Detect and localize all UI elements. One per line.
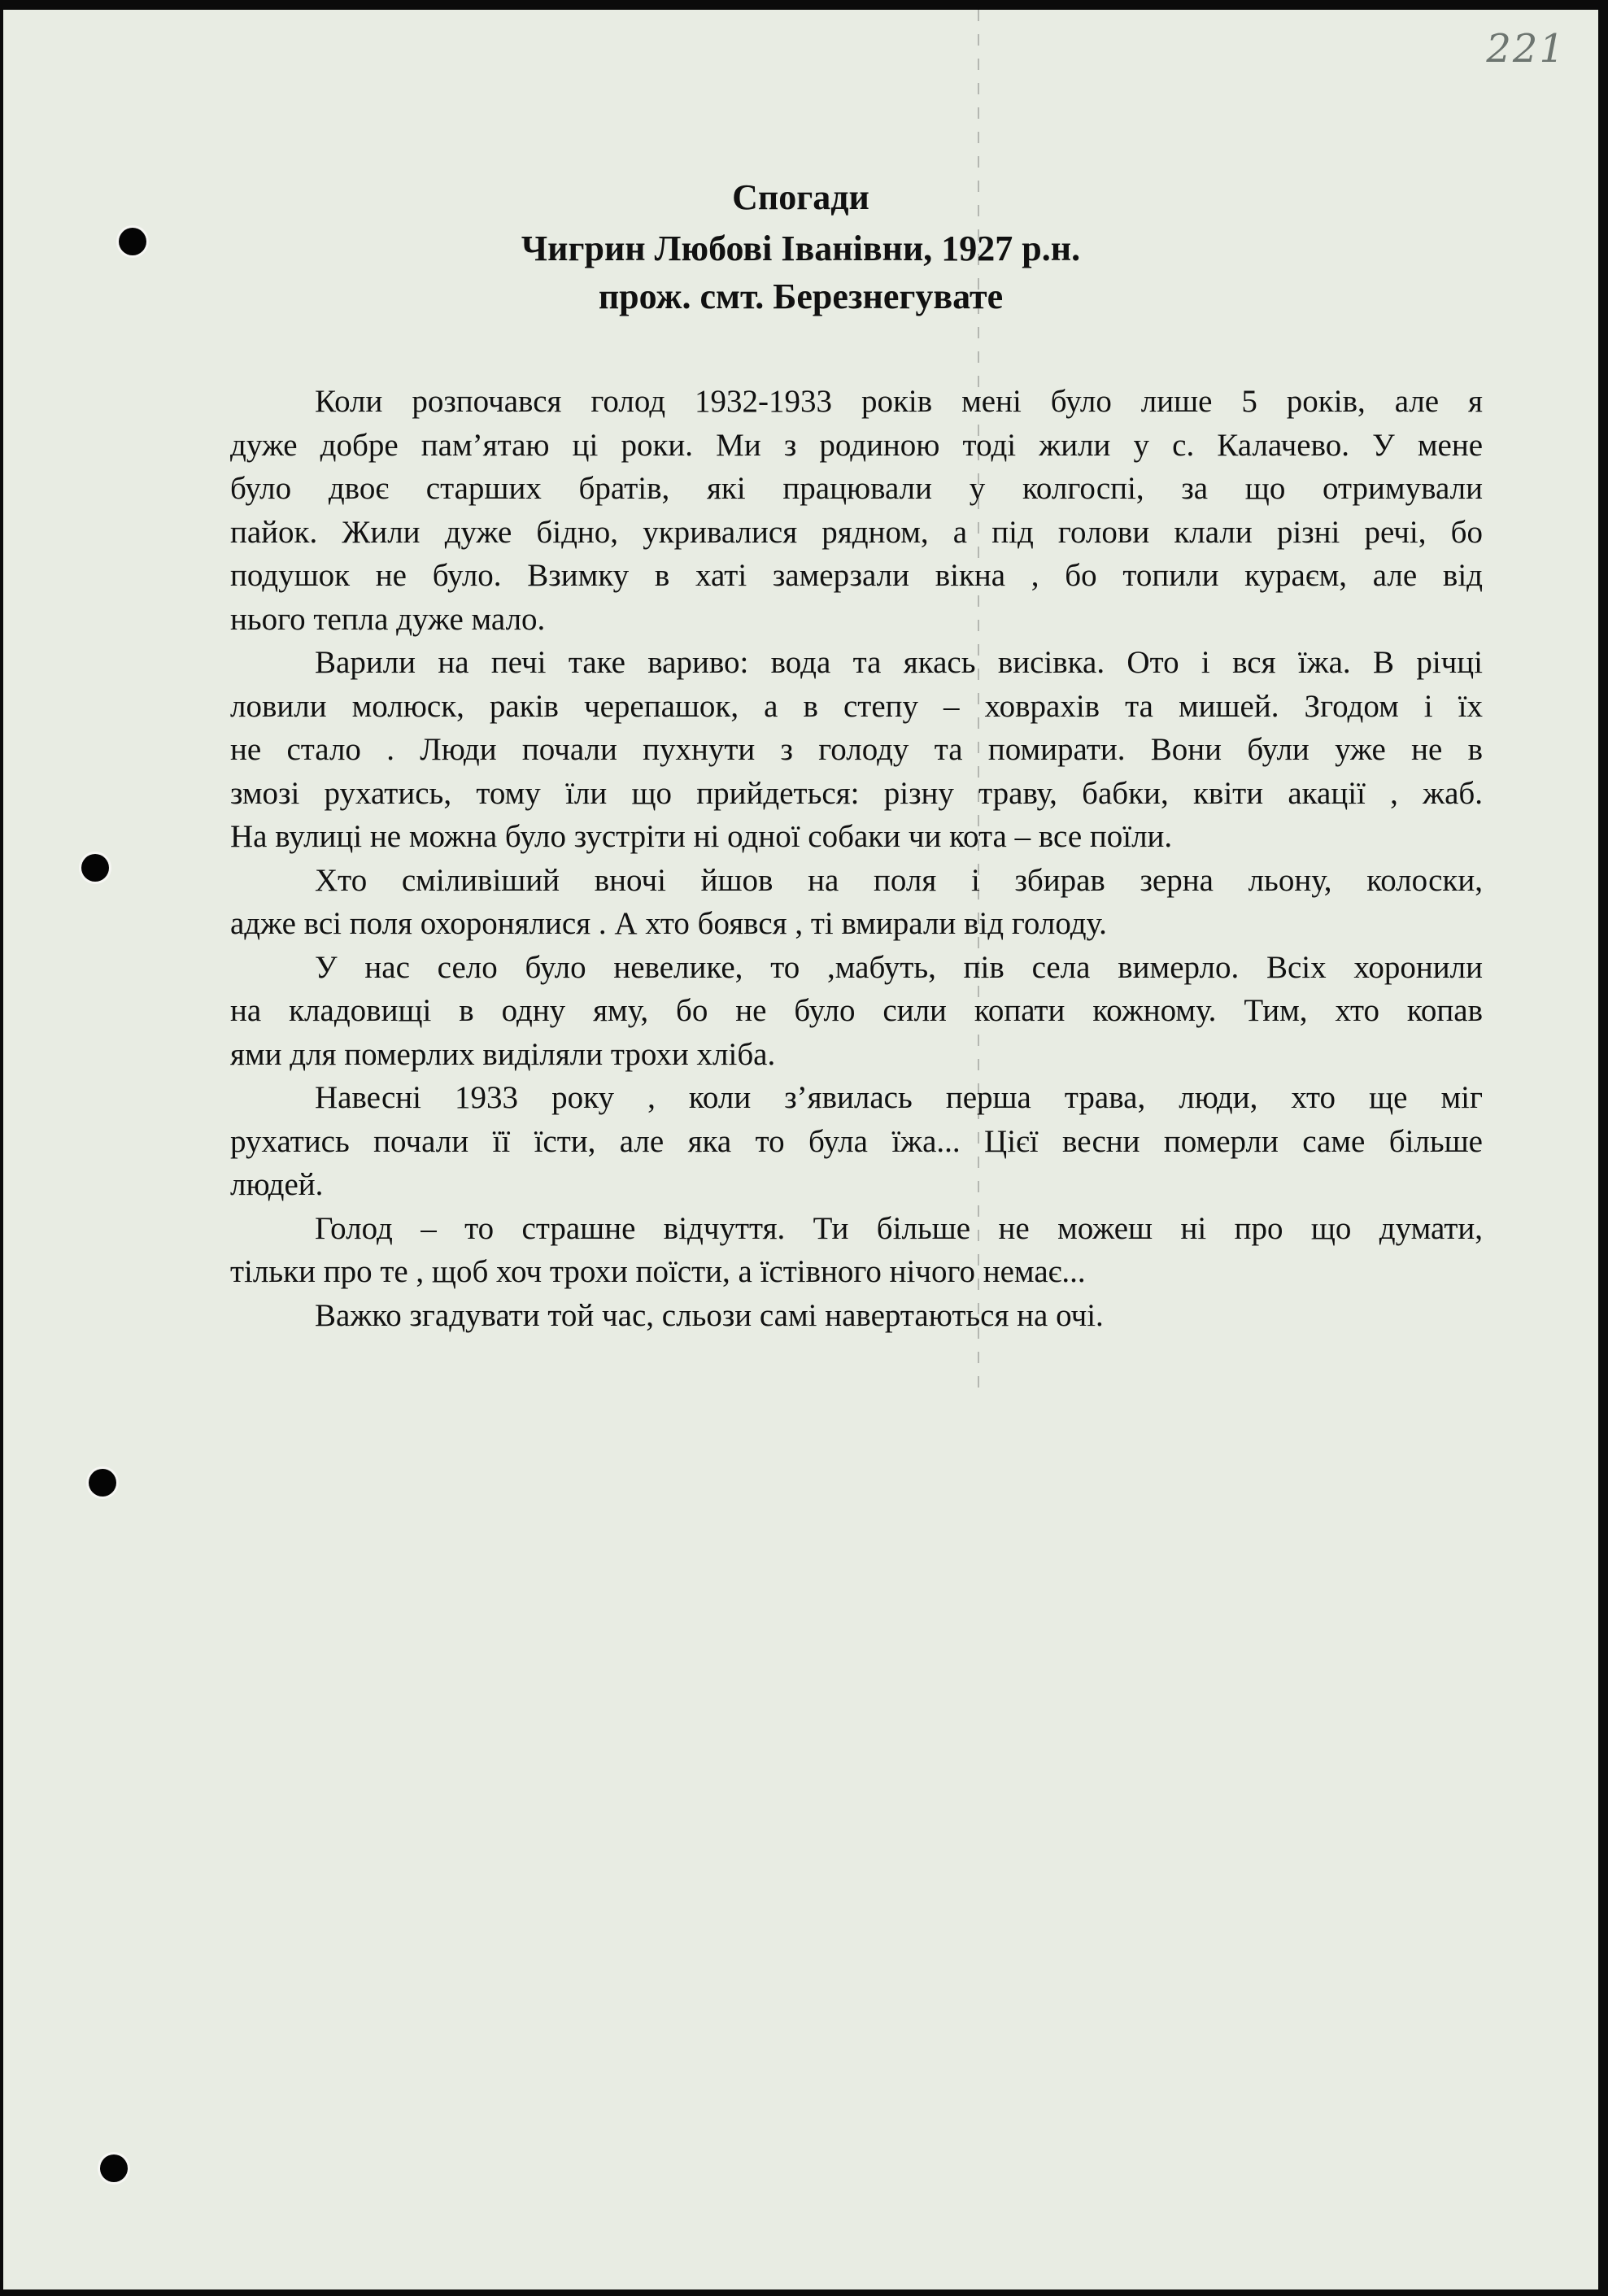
text-line: ловили молюск, раків черепашок, а в степу – ховрахів та мишей. Згодом і їх: [230, 688, 1483, 724]
document-residence: прож. смт. Березнегувате: [598, 277, 1004, 316]
text-line: рухатись почали її їсти, але яка то була їжа... Цієї весни померли саме більше: [230, 1123, 1483, 1159]
paragraph: [230, 1294, 1483, 1338]
paragraph: [230, 859, 1483, 946]
text-line: Хто сміливіший вночі йшов на поля і збирав зерна льону, колоски,: [315, 862, 1483, 898]
punch-hole-icon: [89, 1469, 116, 1497]
document-page: [3, 10, 1598, 2289]
text-line: Навесні 1933 року , коли з’явилась перша трава, люди, хто ще міг: [315, 1080, 1483, 1115]
document-body: [230, 380, 1483, 1337]
paragraph: [230, 946, 1483, 1077]
paragraph: [230, 1207, 1483, 1294]
paragraph: [230, 641, 1483, 859]
text-line: Голод – то страшне відчуття. Ти більше не можеш ні про що думати,: [315, 1210, 1483, 1246]
text-line: тільки про те , щоб хоч трохи поїсти, а їстівного нічого немає...: [230, 1254, 1086, 1289]
punch-hole-icon: [100, 2154, 128, 2182]
text-line: У нас село було невелике, то ,мабуть, пів села вимерло. Всіх хоронили: [315, 949, 1483, 985]
text-line: Коли розпочався голод 1932-1933 років мені було лише 5 років, але я: [315, 384, 1483, 419]
text-line: нього тепла дуже мало.: [230, 601, 546, 637]
text-line: На вулиці не можна було зустріти ні одної собаки чи кота – все поїли.: [230, 819, 1173, 854]
text-line: подушок не було. Взимку в хаті замерзали вікна , бо топили кураєм, але від: [230, 558, 1483, 593]
text-line: ями для померлих виділяли трохи хліба.: [230, 1036, 776, 1072]
text-line: було двоє старших братів, які працювали у колгоспі, за що отримували: [230, 471, 1483, 506]
text-line: дуже добре пам’ятаю ці роки. Ми з родиною тоді жили у с. Калачево. У мене: [230, 427, 1483, 463]
text-line: адже всі поля охоронялися . А хто боявся , ті вмирали від голоду.: [230, 906, 1107, 941]
text-line: на кладовищі в одну яму, бо не було сили копати кожному. Тим, хто копав: [230, 993, 1483, 1028]
text-line: пайок. Жили дуже бідно, укривалися рядном, а під голови клали різні речі, бо: [230, 514, 1483, 550]
text-line: не стало . Люди почали пухнути з голоду та помирати. Вони були уже не в: [230, 732, 1483, 767]
document-subtitle: Чигрин Любові Іванівни, 1927 р.н.: [521, 229, 1081, 268]
text-line: людей.: [230, 1167, 324, 1202]
document-title: Спогади: [732, 177, 869, 217]
text-line: Важко згадувати той час, сльози самі навертаються на очі.: [315, 1297, 1104, 1333]
text-line: Варили на печі таке вариво: вода та якась висівка. Ото і вся їжа. В річці: [315, 645, 1483, 680]
text-line: змозі рухатись, тому їли що прийдеться: різну траву, бабки, квіти акації , жаб.: [230, 775, 1483, 811]
paragraph: [230, 380, 1483, 641]
handwritten-page-number: 221: [1486, 26, 1566, 72]
paragraph: [230, 1076, 1483, 1207]
punch-hole-icon: [81, 854, 109, 882]
